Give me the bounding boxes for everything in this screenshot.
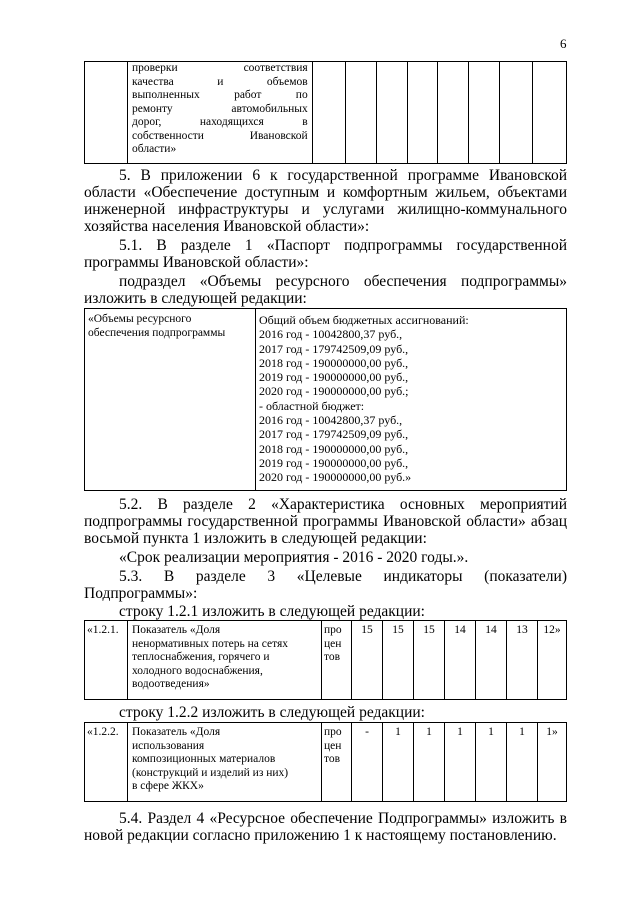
top-table-empty-cell: [85, 62, 128, 164]
value-cell: 1: [414, 723, 445, 802]
page-number: 6: [560, 36, 567, 51]
unit-cell: про цен тов: [322, 621, 352, 700]
value-cell: 12»: [538, 621, 567, 700]
value-cell: 1: [383, 723, 414, 802]
resource-table-label-cell: «Объемы ресурсного обеспечения подпрограммы: [85, 309, 256, 491]
row-number: «1.2.1.: [85, 621, 128, 700]
value-cell: 15: [414, 621, 445, 700]
value-cell: 13: [507, 621, 538, 700]
top-table-cell: [377, 62, 407, 164]
top-table-cell: [312, 62, 345, 164]
value-cell: -: [352, 723, 383, 802]
resource-table: [84, 308, 567, 491]
indicator-name: Показатель «Доля ненормативных потерь на сетях теплоснабжения, горячего и холодного водоснабжения, водоотведения»: [128, 621, 322, 700]
value-cell: 14: [476, 621, 507, 700]
row-1-2-2-intro: строку 1.2.2 изложить в следующей редакции:: [119, 704, 425, 721]
row-number: «1.2.2.: [85, 723, 128, 802]
top-table: [84, 61, 567, 164]
value-cell: 15: [383, 621, 414, 700]
value-cell: 14: [445, 621, 476, 700]
value-cell: 1: [507, 723, 538, 802]
indicator-row-1-2-2: [84, 722, 567, 802]
value-cell: 1»: [538, 723, 567, 802]
top-table-cell: [469, 62, 500, 164]
unit-cell: про цен тов: [322, 723, 352, 802]
top-table-cell: [407, 62, 437, 164]
value-cell: 1: [476, 723, 507, 802]
indicator-row-1-2-1: [84, 620, 567, 700]
value-cell: 15: [352, 621, 383, 700]
top-table-text-cell: проверки соответствия качества и объемов выполненных работ по ремонту автомобильных дорог, находящихся в собственности Ивановской области»: [128, 62, 313, 164]
top-table-cell: [532, 62, 566, 164]
top-table-cell: [345, 62, 376, 164]
top-table-cell: [437, 62, 468, 164]
top-table-cell: [500, 62, 532, 164]
indicator-name: Показатель «Доля использования композиционных материалов (конструкций и изделий из них) в сфере ЖКХ»: [128, 723, 322, 802]
resource-table-values-cell: Общий объем бюджетных ассигнований: 2016 год - 10042800,37 руб., 2017 год - 179742509,09 руб., 2018 год - 190000000,00 руб., 2019 год - 190000000,00 руб., 2020 год - 190000000,00 руб.; - областной бюджет: 2016 год - 10042800,37 руб., 2017 год - 179742509,09 руб., 2018 год - 190000000,00 руб., 2019 год - 190000000,00 руб., 2020 год - 190000000,00 руб.»: [256, 309, 567, 491]
value-cell: 1: [445, 723, 476, 802]
